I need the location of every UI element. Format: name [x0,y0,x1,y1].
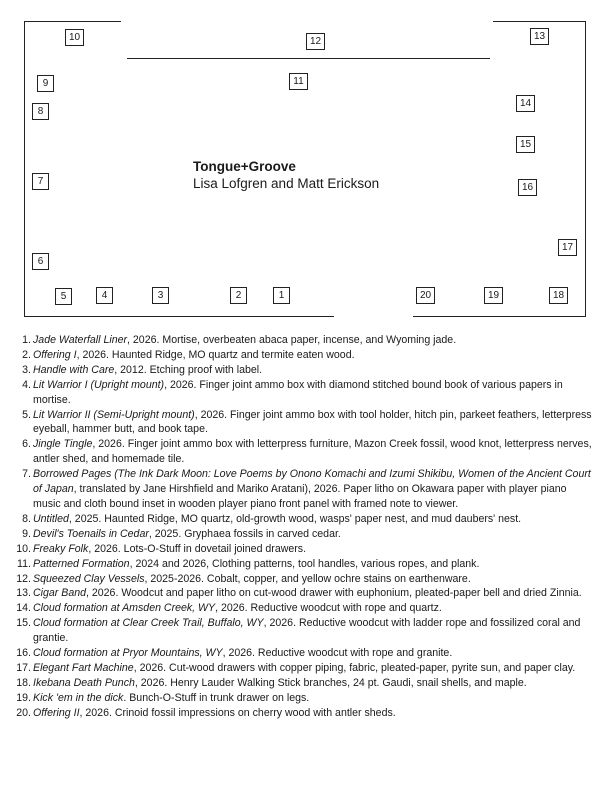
work-details: , 2026. Cut-wood drawers with copper piping, fabric, pleated-paper, pyrite sun, and paper clay. [133,661,576,674]
list-item [16,408,596,438]
marker-14: 14 [516,95,535,112]
list-item [16,601,596,616]
list-item [16,646,596,661]
marker-3: 3 [152,287,169,304]
work-title: Offering II [33,706,80,719]
works-list [16,333,596,721]
marker-5: 5 [55,288,72,305]
list-item [16,333,596,348]
work-details: , 2026. Reductive woodcut with rope and quartz. [215,602,442,615]
marker-16: 16 [518,179,537,196]
wall-top-left [24,21,121,22]
wall-right [585,21,586,317]
wall-top-right [493,21,585,22]
marker-13: 13 [530,28,549,45]
work-title: Cloud formation at Amsden Creek, WY [33,602,216,615]
work-title: Borrowed Pages (The Ink Dark Moon: Love Poems by Onono Komachi and Izumi Shikibu, Women of the Ancient Court of Japan [33,468,591,496]
work-title: Handle with Care [33,363,115,376]
list-item [16,348,596,363]
marker-11: 11 [289,73,308,90]
work-title: Jingle Tingle [33,438,93,451]
work-title: Kick 'em in the dick [33,691,124,704]
work-details: , 2026. Crinoid fossil impressions on cherry wood with antler sheds. [79,706,396,719]
list-item [16,363,596,378]
work-details: , 2024 and 2026, Clothing patterns, tool handles, various ropes, and plank. [129,557,480,570]
work-title: Patterned Formation [33,557,130,570]
item-number: 2. [22,348,31,361]
item-number: 3. [22,363,31,376]
work-title: Cigar Band [33,587,86,600]
work-title: Elegant Fart Machine [33,661,134,674]
list-item [16,691,596,706]
work-details: , 2025-2026. Cobalt, copper, and yellow ochre stains on earthenware. [144,572,471,585]
item-number: 15. [16,617,31,630]
work-details: , 2026. Woodcut and paper litho on cut-wood drawer with euphonium, pleated-paper bell and dried Zinnia. [86,587,582,600]
work-title: Freaky Folk [33,542,89,555]
work-details: , 2026. Lots-O-Stuff in dovetail joined drawers. [88,542,307,555]
marker-10: 10 [65,29,84,46]
work-details: . Bunch-O-Stuff in trunk drawer on legs. [123,691,310,704]
list-item [16,467,596,512]
work-details: , 2025. Gryphaea fossils in carved cedar. [148,527,341,540]
list-item [16,616,596,646]
item-number: 7. [22,468,31,481]
list-item [16,676,596,691]
item-number: 20. [16,706,31,719]
marker-2: 2 [230,287,247,304]
list-item [16,527,596,542]
work-details: , 2025. Haunted Ridge, MO quartz, old-growth wood, wasps' paper nest, and mud daubers' nest. [68,512,522,525]
list-item [16,437,596,467]
marker-1: 1 [273,287,290,304]
work-details: , 2026. Reductive woodcut with rope and granite. [222,647,453,660]
item-number: 17. [16,661,31,674]
work-details: , 2026. Haunted Ridge, MO quartz and termite eaten wood. [76,348,355,361]
marker-19: 19 [484,287,503,304]
marker-4: 4 [96,287,113,304]
marker-12: 12 [306,33,325,50]
item-number: 10. [16,542,31,555]
work-details: , 2012. Etching proof with label. [114,363,263,376]
wall-left [24,21,25,317]
work-details: , 2026. Finger joint ammo box with diamond stitched bound book of various papers in mortise. [33,378,563,406]
item-number: 16. [16,647,31,660]
item-number: 14. [16,602,31,615]
list-item [16,586,596,601]
list-item [16,572,596,587]
work-title: Untitled [33,512,69,525]
list-item [16,512,596,527]
work-title: Lit Warrior I (Upright mount) [33,378,165,391]
work-details: , 2026. Finger joint ammo box with tool holder, hitch pin, parkeet feathers, letterpress eyeball, hammer butt, and book tape. [33,408,592,436]
list-item [16,378,596,408]
work-title: Jade Waterfall Liner [33,334,128,346]
work-title: Devil's Toenails in Cedar [33,527,149,540]
work-title: Lit Warrior II (Semi-Upright mount) [33,408,195,421]
marker-20: 20 [416,287,435,304]
item-number: 1. [22,334,31,346]
item-number: 8. [22,512,31,525]
item-number: 5. [22,408,31,421]
marker-18: 18 [549,287,568,304]
list-item [16,661,596,676]
marker-9: 9 [37,75,54,92]
work-details: , 2026. Reductive woodcut with ladder rope and fossilized coral and grantie. [33,617,581,645]
item-number: 6. [22,438,31,451]
marker-6: 6 [32,253,49,270]
item-number: 13. [16,587,31,600]
work-title: Cloud formation at Clear Creek Trail, Buffalo, WY [33,617,264,630]
work-title: Offering I [33,348,77,361]
wall-bottom-right [413,316,586,317]
wall-bottom-left [24,316,334,317]
exhibition-artists: Lisa Lofgren and Matt Erickson [193,176,380,191]
list-item [16,542,596,557]
item-number: 9. [22,527,31,540]
item-number: 18. [16,676,31,689]
list-item [16,557,596,572]
marker-15: 15 [516,136,535,153]
work-details: , 2026. Finger joint ammo box with letterpress furniture, Mazon Creek fossil, wood knot, letterpress nerves, antler shed, and homemade tile. [33,438,592,466]
floor-plan [0,0,612,330]
work-details: , 2026. Mortise, overbeaten abaca paper, incense, and Wyoming jade. [127,334,457,346]
work-title: Ikebana Death Punch [33,676,135,689]
item-number: 19. [16,691,31,704]
work-details: , translated by Jane Hirshfield and Mariko Aratani), 2026. Paper litho on Okawara paper with player piano music and cloth bound inset in wooden player piano front panel with framed note to viewer. [33,483,567,510]
wall-top-middle [127,58,490,59]
work-title: Cloud formation at Pryor Mountains, WY [33,647,223,660]
marker-8: 8 [32,103,49,120]
work-details: , 2026. Henry Lauder Walking Stick branches, 24 pt. Gaudi, snail shells, and maple. [134,676,527,689]
exhibition-title-block [193,158,379,192]
list-item [16,706,596,721]
exhibition-title: Tongue+Groove [193,159,296,174]
item-number: 11. [17,557,31,570]
item-number: 12. [16,572,31,585]
marker-17: 17 [558,239,577,256]
item-number: 4. [22,378,31,391]
work-title: Squeezed Clay Vessels [33,572,145,585]
marker-7: 7 [32,173,49,190]
